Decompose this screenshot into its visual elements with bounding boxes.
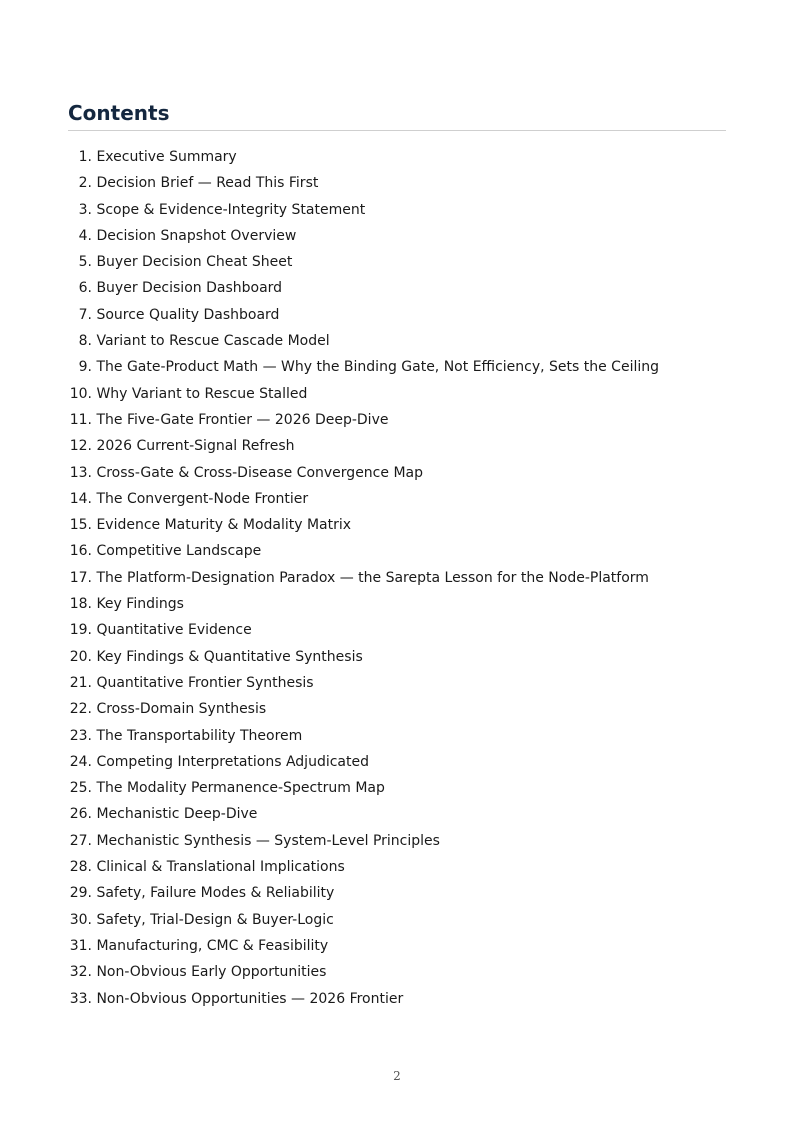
toc-entry-title[interactable]: Decision Brief — Read This First — [96, 175, 319, 192]
toc-entry-number: 28. — [69, 859, 92, 876]
page-number: 2 — [393, 1069, 401, 1083]
toc-entry[interactable] — [68, 249, 726, 275]
toc-entry-title[interactable]: Why Variant to Rescue Stalled — [96, 385, 308, 402]
toc-entry-number: 1. — [78, 149, 92, 165]
toc-entry[interactable] — [68, 407, 726, 433]
toc-entry[interactable] — [68, 775, 726, 801]
toc-entry-title[interactable]: Mechanistic Synthesis — System-Level Principles — [96, 832, 440, 849]
toc-entry-number: 18. — [69, 596, 92, 613]
toc-entry-number: 8. — [78, 333, 92, 350]
toc-entry-number: 20. — [69, 648, 92, 665]
toc-entry-title[interactable]: Competing Interpretations Adjudicated — [96, 753, 369, 770]
toc-entry[interactable] — [68, 801, 726, 827]
toc-entry-number: 32. — [69, 964, 92, 981]
toc-entry[interactable] — [68, 460, 726, 486]
toc-entry-number: 21. — [69, 674, 92, 691]
toc-entry-title[interactable]: Quantitative Evidence — [96, 622, 252, 639]
toc-entry[interactable] — [68, 433, 726, 459]
toc-entry-title[interactable]: The Convergent-Node Frontier — [96, 490, 309, 507]
toc-entry[interactable] — [68, 880, 726, 906]
toc-entry[interactable] — [68, 275, 726, 301]
toc-entry-title[interactable]: Key Findings — [96, 596, 184, 613]
toc-entry-title[interactable]: The Modality Permanence-Spectrum Map — [96, 780, 385, 797]
toc-entry-number: 16. — [69, 543, 92, 560]
toc-entry-title[interactable]: Safety, Failure Modes & Reliability — [96, 885, 335, 902]
toc-entry-number: 6. — [78, 280, 92, 297]
toc-entry[interactable] — [68, 723, 726, 749]
toc-entry-title[interactable]: Cross-Gate & Cross-Disease Convergence Map — [96, 464, 423, 481]
toc-entry-title[interactable]: Evidence Maturity & Modality Matrix — [96, 517, 352, 534]
toc-entry-number: 9. — [78, 359, 92, 376]
toc-entry-title[interactable]: Source Quality Dashboard — [96, 306, 280, 323]
toc-entry-title[interactable]: The Gate-Product Math — Why the Binding Gate, Not Efficiency, Sets the Ceiling — [96, 359, 660, 376]
toc-entry[interactable] — [68, 144, 726, 170]
toc-entry-number: 5. — [78, 254, 92, 271]
toc-entry-number: 17. — [69, 569, 92, 586]
toc-entry-title[interactable]: Mechanistic Deep-Dive — [96, 806, 258, 823]
toc-entry-number: 2. — [78, 175, 92, 192]
heading-divider — [68, 130, 726, 131]
toc-entry-title[interactable]: Key Findings & Quantitative Synthesis — [96, 648, 363, 665]
toc-entry[interactable] — [68, 486, 726, 512]
toc-entry-title[interactable]: The Five-Gate Frontier — 2026 Deep-Dive — [96, 411, 389, 428]
toc-entry[interactable] — [68, 591, 726, 617]
toc-entry[interactable] — [68, 170, 726, 196]
toc-entry-title[interactable]: Competitive Landscape — [96, 543, 262, 560]
toc-entry-number: 23. — [69, 727, 92, 744]
toc-entry[interactable] — [68, 223, 726, 249]
toc-entry-title[interactable]: Quantitative Frontier Synthesis — [96, 674, 314, 691]
toc-entry-title[interactable]: 2026 Current-Signal Refresh — [96, 438, 295, 455]
toc-list — [68, 144, 726, 1012]
toc-entry[interactable] — [68, 644, 726, 670]
toc-entry-title[interactable]: Decision Snapshot Overview — [96, 227, 297, 244]
toc-entry-number: 15. — [69, 517, 92, 534]
toc-entry[interactable] — [68, 617, 726, 643]
toc-entry-number: 29. — [69, 885, 92, 902]
toc-entry[interactable] — [68, 986, 726, 1012]
toc-entry-title[interactable]: Non-Obvious Opportunities — 2026 Frontier — [96, 990, 404, 1007]
toc-entry-number: 10. — [69, 385, 92, 402]
toc-entry-title[interactable]: The Platform-Designation Paradox — the Sarepta Lesson for the Node-Platform — [96, 569, 649, 586]
toc-entry-number: 12. — [69, 438, 92, 455]
toc-entry[interactable] — [68, 959, 726, 985]
toc-entry-number: 19. — [69, 622, 92, 639]
toc-entry[interactable] — [68, 197, 726, 223]
toc-entry[interactable] — [68, 749, 726, 775]
toc-entry-title[interactable]: Scope & Evidence-Integrity Statement — [96, 201, 366, 218]
toc-entry-title[interactable]: The Transportability Theorem — [96, 727, 303, 744]
toc-entry-number: 11. — [69, 411, 92, 428]
toc-entry-number: 31. — [69, 937, 92, 954]
toc-entry[interactable] — [68, 565, 726, 591]
toc-entry-number: 27. — [69, 832, 92, 849]
toc-entry-title[interactable]: Safety, Trial-Design & Buyer-Logic — [96, 911, 334, 928]
toc-entry-number: 24. — [69, 753, 92, 770]
toc-entry[interactable] — [68, 302, 726, 328]
toc-entry[interactable] — [68, 854, 726, 880]
toc-entry-number: 7. — [78, 306, 92, 323]
toc-entry[interactable] — [68, 670, 726, 696]
toc-entry[interactable] — [68, 328, 726, 354]
toc-entry-title[interactable]: Buyer Decision Cheat Sheet — [96, 254, 293, 271]
toc-entry[interactable] — [68, 354, 726, 380]
toc-entry[interactable] — [68, 381, 726, 407]
toc-entry-number: 14. — [69, 490, 92, 507]
toc-entry[interactable] — [68, 933, 726, 959]
toc-entry-number: 25. — [69, 780, 92, 797]
toc-heading: Contents — [68, 101, 170, 125]
toc-entry-title[interactable]: Variant to Rescue Cascade Model — [96, 333, 330, 350]
toc-entry-title[interactable]: Cross-Domain Synthesis — [96, 701, 267, 718]
toc-entry[interactable] — [68, 696, 726, 722]
toc-entry-number: 30. — [69, 911, 92, 928]
toc-entry-number: 26. — [69, 806, 92, 823]
toc-entry-number: 13. — [69, 464, 92, 481]
toc-entry[interactable] — [68, 907, 726, 933]
toc-entry-title[interactable]: Executive Summary — [96, 149, 237, 165]
toc-entry-number: 4. — [78, 227, 92, 244]
toc-entry-title[interactable]: Non-Obvious Early Opportunities — [96, 964, 327, 981]
toc-entry[interactable] — [68, 538, 726, 564]
toc-entry[interactable] — [68, 828, 726, 854]
toc-entry-number: 3. — [78, 201, 92, 218]
toc-entry[interactable] — [68, 512, 726, 538]
toc-entry-title[interactable]: Clinical & Translational Implications — [96, 859, 345, 876]
toc-entry-title[interactable]: Manufacturing, CMC & Feasibility — [96, 937, 329, 954]
toc-entry-number: 22. — [69, 701, 92, 718]
toc-entry-number: 33. — [69, 990, 92, 1007]
toc-entry-title[interactable]: Buyer Decision Dashboard — [96, 280, 283, 297]
